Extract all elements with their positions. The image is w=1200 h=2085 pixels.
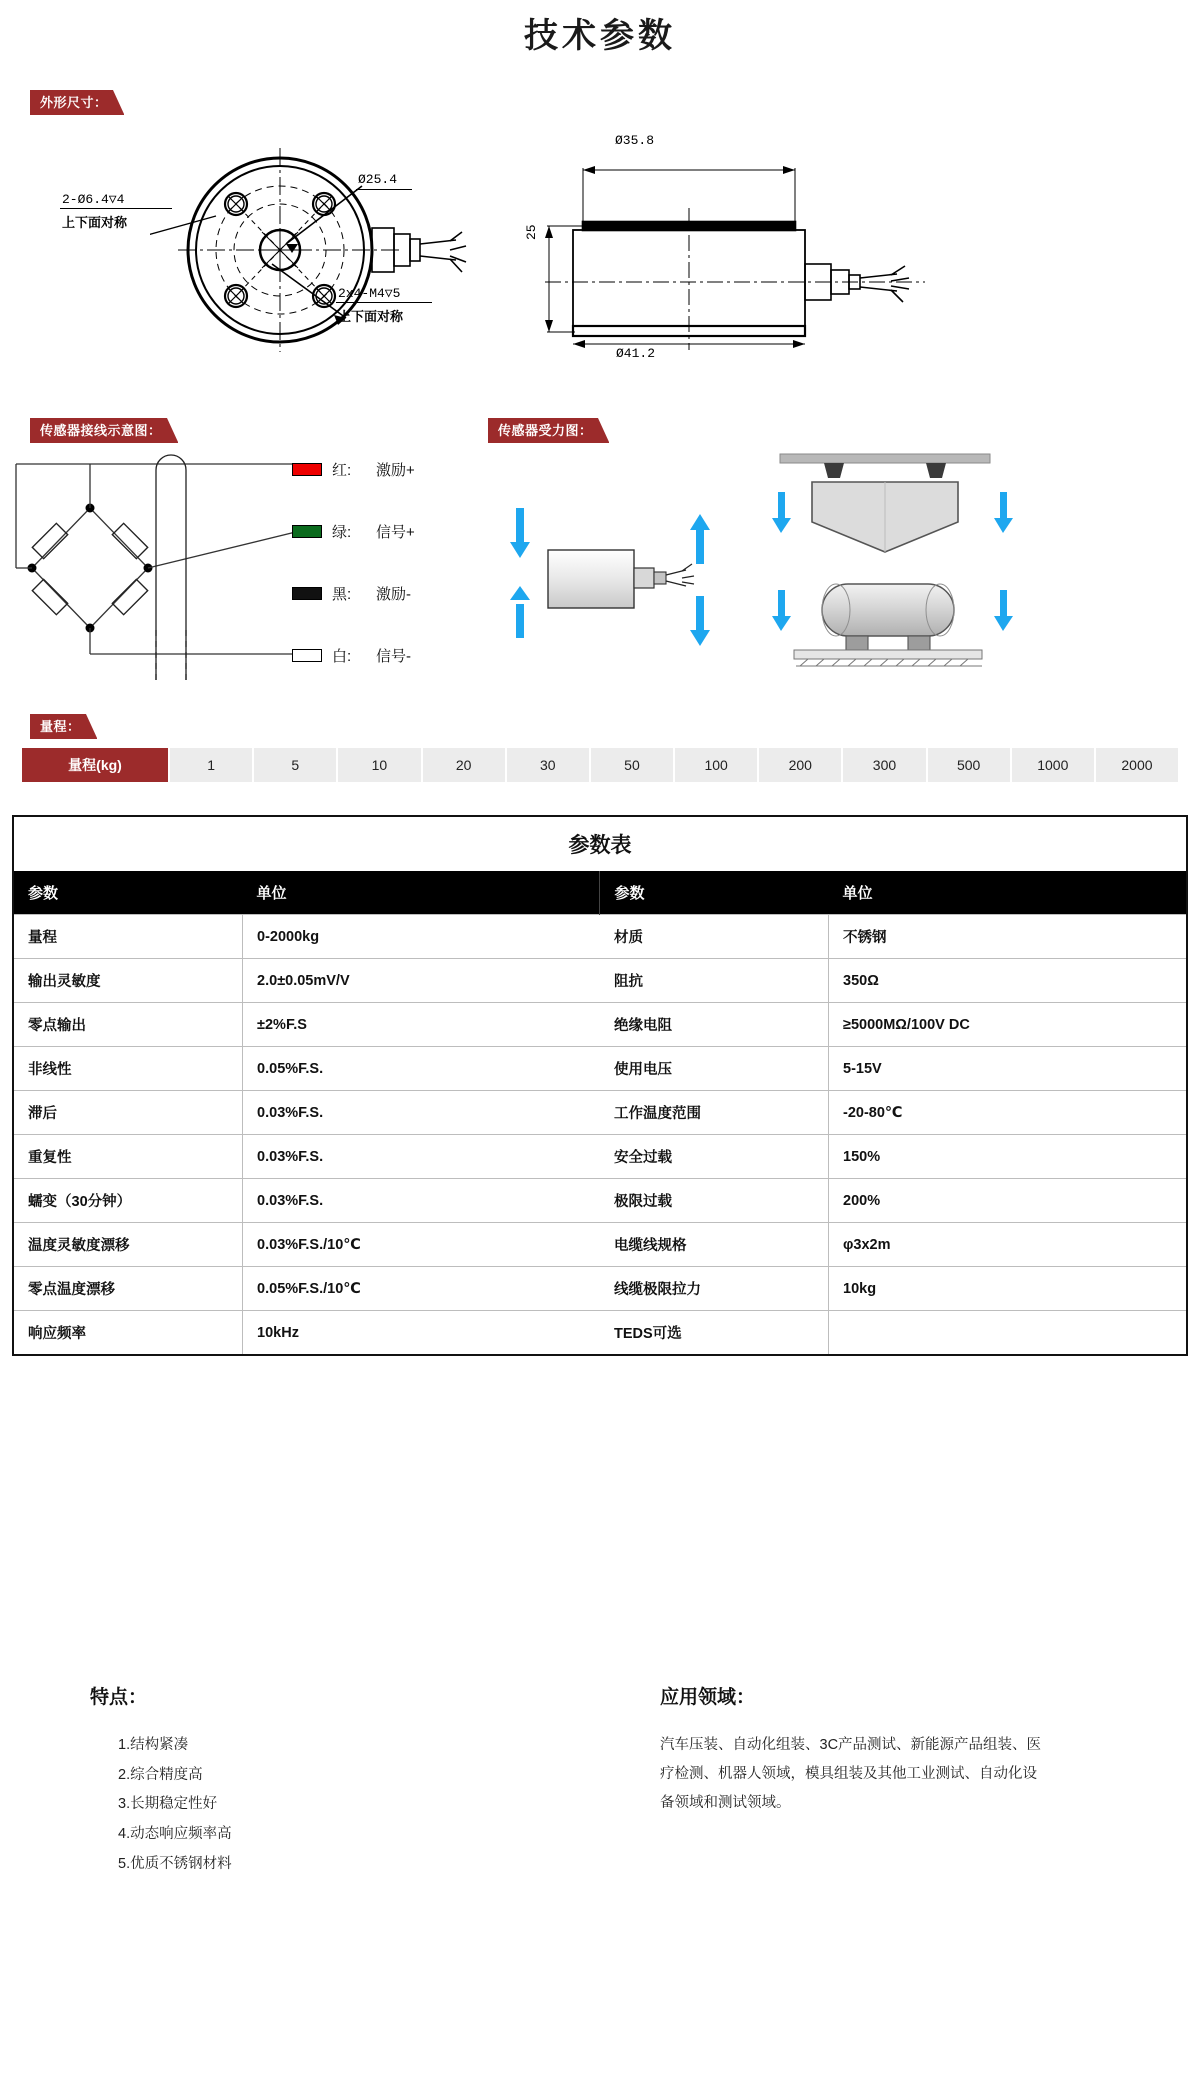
col-header-param-left: 参数 [14,871,243,915]
parameter-table-title: 参数表 [568,834,632,857]
wire-legend-row [292,521,415,542]
table-row [14,1091,1186,1135]
col-header-unit-right: 单位 [829,871,1186,915]
range-value-cell: 300 [843,748,925,782]
param-name: 非线性 [14,1047,243,1091]
applications-text: 汽车压装、自动化组装、3C产品测试、新能源产品组装、医疗检测、机器人领域，模具组装及其他工业测试、自动化设备领域和测试领域。 [660,1737,1042,1811]
table-row [14,1135,1186,1179]
param-value: -20-80℃ [829,1091,1186,1135]
param-name: 响应频率 [14,1311,243,1355]
param-value: 0.03%F.S. [243,1179,600,1223]
callout-threads-underline [336,302,432,303]
param-name: 量程 [14,915,243,959]
table-row [14,1179,1186,1223]
param-value: 5-15V [829,1047,1186,1091]
range-value-cell: 2000 [1096,748,1178,782]
wire-function-label: 激励- [376,586,411,603]
front-view-drawing [150,140,490,360]
callout-holes-underline [60,208,172,209]
features-heading: 特点： [90,1687,148,1708]
param-value: 0.05%F.S./10℃ [243,1267,600,1311]
force-diagram-sensor [490,500,740,660]
table-row [14,1311,1186,1355]
param-name: 使用电压 [600,1047,829,1091]
page-title: 技术参数 [524,17,676,55]
wire-color-chip [292,587,322,600]
col-header-unit-left: 单位 [243,871,600,915]
features-column [0,1682,600,1880]
section-label-range: 量程： [30,714,97,739]
callout-holes-dim: 2-Ø6.4▽4 [62,192,125,207]
side-dim-height: 25 [524,224,539,240]
callout-threads-dim: 2x4-M4▽5 [338,286,401,301]
callout-pcd-dim: Ø25.4 [358,172,398,187]
list-item: 5.优质不锈钢材料 [118,1855,232,1872]
param-name: TEDS可选 [600,1311,829,1355]
list-item: 3.长期稳定性好 [118,1796,218,1813]
wire-legend-row [292,459,415,480]
table-row [14,1267,1186,1311]
side-dim-diameter-top: Ø35.8 [615,133,655,148]
side-view-drawing [505,130,935,350]
param-value: 不锈钢 [829,915,1186,959]
param-name: 安全过载 [600,1135,829,1179]
section-label-force: 传感器受力图： [488,418,609,443]
range-header-cell: 量程(kg) [22,748,168,782]
wire-color-chip [292,525,322,538]
range-value-cell: 30 [507,748,589,782]
section-label-dimensions: 外形尺寸： [30,90,124,115]
wire-color-name: 黑: [332,586,352,603]
param-name: 极限过载 [600,1179,829,1223]
param-value: 2.0±0.05mV/V [243,959,600,1003]
param-value: ±2%F.S [243,1003,600,1047]
param-name: 阻抗 [600,959,829,1003]
wire-function-label: 激励+ [376,462,415,479]
wire-function-label: 信号- [376,648,411,665]
range-value-cell: 500 [928,748,1010,782]
param-name: 绝缘电阻 [600,1003,829,1047]
wire-color-name: 白: [332,648,352,665]
force-diagram-tank [750,570,1050,680]
table-header-row [14,871,1186,915]
wire-function-label: 信号+ [376,524,415,541]
param-value: 200% [829,1179,1186,1223]
param-name: 零点输出 [14,1003,243,1047]
param-value: 0.03%F.S. [243,1135,600,1179]
param-value: 350Ω [829,959,1186,1003]
applications-heading: 应用领域： [660,1687,756,1708]
param-name: 工作温度范围 [600,1091,829,1135]
param-name: 输出灵敏度 [14,959,243,1003]
wire-color-chip [292,463,322,476]
range-value-cell: 5 [254,748,336,782]
range-value-cell: 200 [759,748,841,782]
param-value: 0.05%F.S. [243,1047,600,1091]
force-diagram-hopper [750,448,1050,558]
param-value: 150% [829,1135,1186,1179]
list-item: 2.综合精度高 [118,1766,203,1783]
list-item: 4.动态响应频率高 [118,1826,232,1843]
col-header-param-right: 参数 [600,871,829,915]
range-strip-table [22,748,1178,782]
param-name: 材质 [600,915,829,959]
list-item: 1.结构紧凑 [118,1737,189,1753]
param-value: 0.03%F.S./10℃ [243,1223,600,1267]
cable-sheath [146,440,196,680]
wire-legend-row [292,645,411,666]
table-row [14,1047,1186,1091]
param-name: 温度灵敏度漂移 [14,1223,243,1267]
range-value-cell: 1 [170,748,252,782]
param-name: 零点温度漂移 [14,1267,243,1311]
side-dim-diameter-bottom: Ø41.2 [616,346,656,361]
table-row [14,915,1186,959]
wire-color-chip [292,649,322,662]
param-value: 10kHz [243,1311,600,1355]
range-value-cell: 100 [675,748,757,782]
wire-color-name: 红: [332,462,352,479]
range-value-cell: 50 [591,748,673,782]
param-value: ≥5000MΩ/100V DC [829,1003,1186,1047]
applications-column [600,1682,1200,1880]
param-name: 线缆极限拉力 [600,1267,829,1311]
param-value: φ3x2m [829,1223,1186,1267]
param-name: 重复性 [14,1135,243,1179]
param-name: 滞后 [14,1091,243,1135]
range-value-cell: 10 [338,748,420,782]
callout-threads-note: 上下面对称 [338,309,404,324]
param-value: 10kg [829,1267,1186,1311]
section-label-wiring: 传感器接线示意图： [30,418,178,443]
wire-legend-row [292,583,411,604]
param-value [829,1311,1186,1355]
param-value: 0-2000kg [243,915,600,959]
range-value-cell: 1000 [1012,748,1094,782]
callout-pcd-underline [356,189,412,190]
bottom-columns [0,1682,1200,1880]
features-list [90,1731,600,1880]
callout-holes-note: 上下面对称 [62,215,128,230]
wire-color-name: 绿: [332,524,352,541]
table-row [14,1003,1186,1047]
table-row [14,1223,1186,1267]
table-row [14,959,1186,1003]
param-value: 0.03%F.S. [243,1091,600,1135]
parameter-table [12,815,1188,1356]
range-value-cell: 20 [423,748,505,782]
param-name: 蠕变（30分钟） [14,1179,243,1223]
param-name: 电缆线规格 [600,1223,829,1267]
